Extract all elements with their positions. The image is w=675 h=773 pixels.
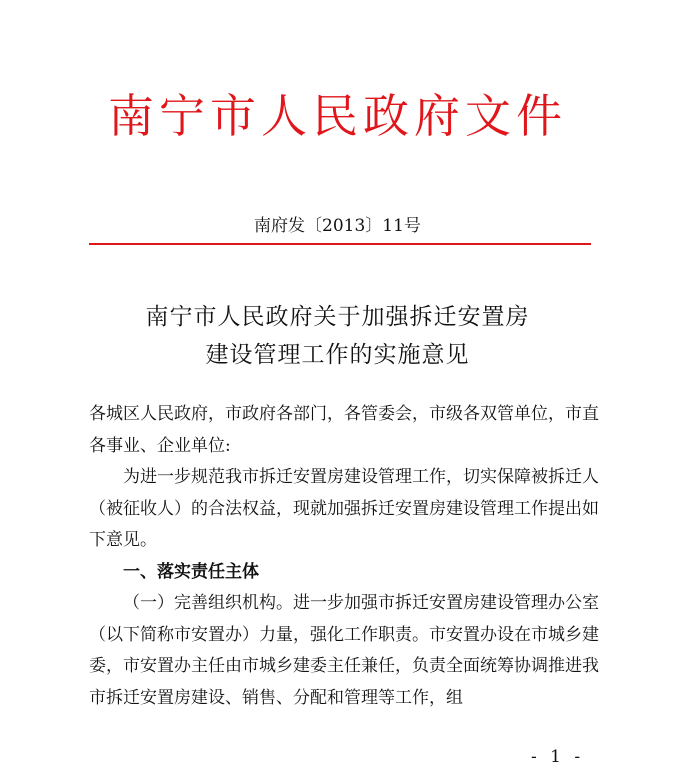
section-heading: 一、落实责任主体 <box>123 561 259 582</box>
page-number: - 1 - <box>531 747 585 767</box>
intro-paragraph: 为进一步规范我市拆迁安置房建设管理工作，切实保障被拆迁人（被征收人）的合法权益，现就加强拆迁安置房建设管理工作提出如下意见。 <box>89 467 599 550</box>
document-header-title: 南宁市人民政府文件 <box>108 89 567 143</box>
document-title-line-1: 南宁市人民政府关于加强拆迁安置房 <box>145 304 530 330</box>
document-title <box>0 298 675 374</box>
section-paragraph: （一）完善组织机构。进一步加强市拆迁安置房建设管理办公室（以下简称市安置办）力量，强化工作职责。市安置办设在市城乡建委，市安置办主任由市城乡建委主任兼任，负责全面统筹协调推进我市拆迁安置房建设、销售、分配和管理等工作，组 <box>89 593 599 708</box>
document-body <box>89 399 609 714</box>
addressee-paragraph: 各城区人民政府，市政府各部门，各管委会，市级各双管单位，市直各事业、企业单位: <box>89 404 599 456</box>
red-divider-line <box>89 243 591 245</box>
document-title-line-2: 建设管理工作的实施意见 <box>205 342 470 368</box>
document-number: 南府发〔2013〕11号 <box>254 216 421 236</box>
